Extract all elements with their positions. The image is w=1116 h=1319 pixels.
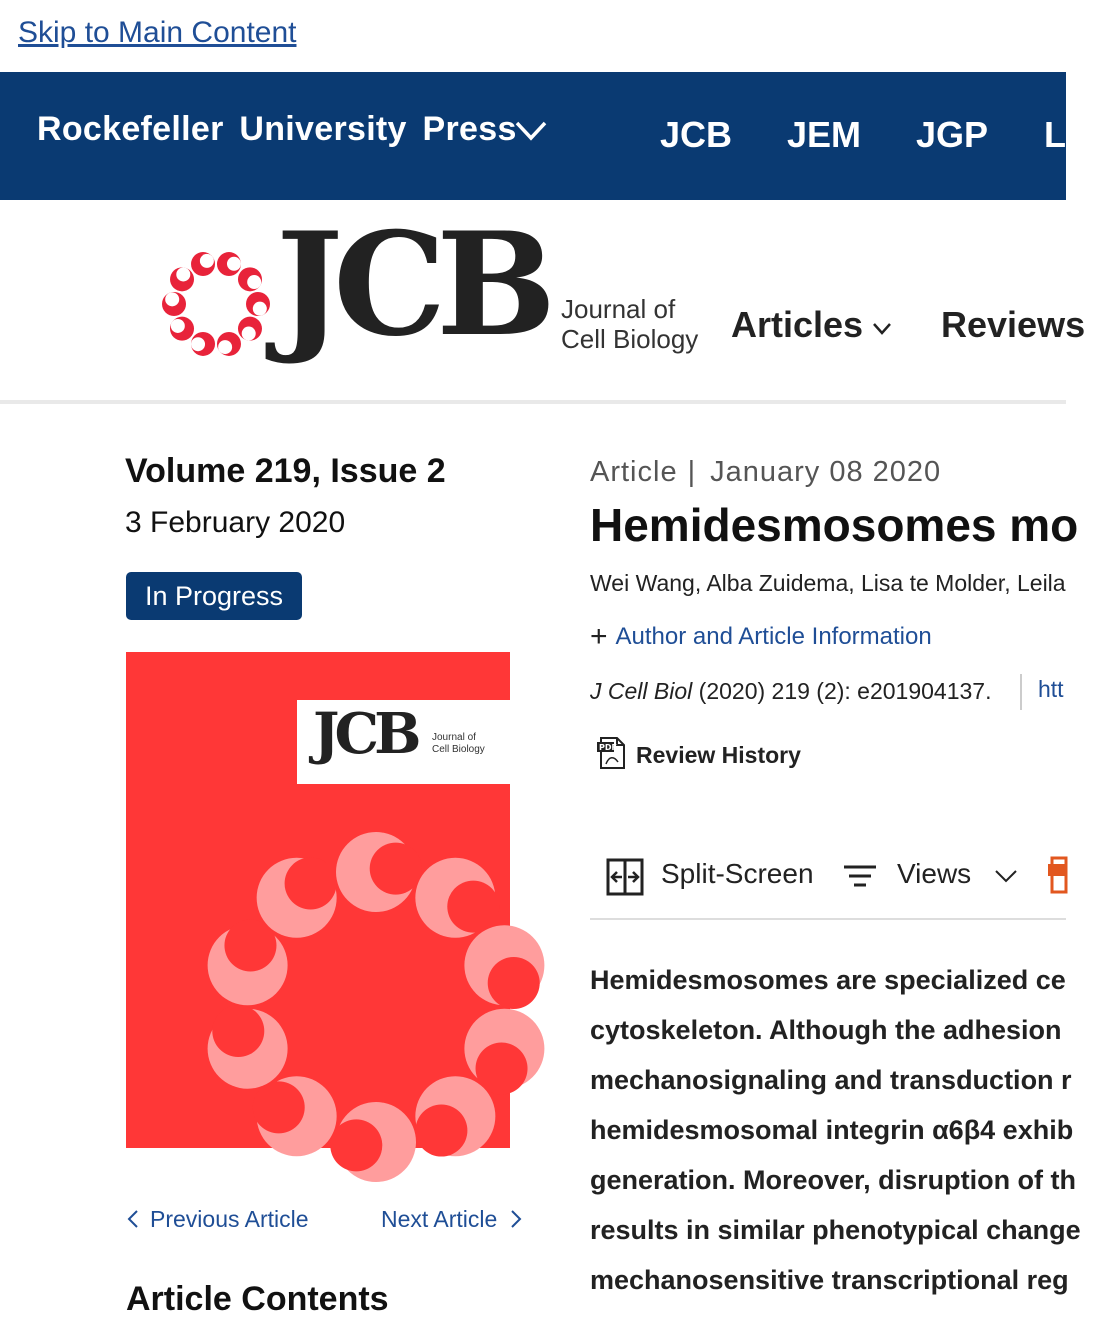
abstract-line: generation. Moreover, disruption of th: [590, 1165, 1077, 1195]
article-toolbar: [590, 846, 1066, 920]
views-button[interactable]: Views: [897, 858, 972, 889]
article-date: January 08 2020: [710, 456, 942, 488]
citation: [590, 678, 992, 705]
citation-journal: J Cell Biol: [590, 678, 693, 704]
journal-header: [0, 200, 1086, 404]
status-badge: In Progress: [126, 572, 302, 620]
abstract-line: Hemidesmosomes are specialized ce: [590, 965, 1066, 995]
logo-subtitle: [561, 294, 711, 354]
article-title: Hemidesmosomes mo: [590, 499, 1079, 551]
journal-link-jem[interactable]: JEM: [787, 114, 862, 155]
doi-link[interactable]: htt: [1038, 676, 1064, 702]
publisher-bar: [0, 72, 1116, 200]
chevron-right-icon: [509, 1209, 523, 1229]
issue-cover-image[interactable]: [126, 652, 510, 1148]
chevron-left-icon: [126, 1209, 140, 1229]
pdf-download-icon[interactable]: [1048, 854, 1066, 894]
skip-to-main-content-link[interactable]: Skip to Main Content: [18, 16, 297, 49]
cover-subtitle-line2: Cell Biology: [432, 744, 485, 755]
author-list[interactable]: Wei Wang, Alba Zuidema, Lisa te Molder, Leila: [590, 570, 1066, 596]
abstract-line: mechanosignaling and transduction r: [590, 1065, 1072, 1095]
citation-divider: [1020, 674, 1022, 710]
article-meta: [590, 456, 941, 489]
logo-subtitle-line1: Journal of: [561, 294, 676, 324]
article-type: Article: [590, 456, 678, 488]
publisher-brand[interactable]: Rockefeller University Press: [37, 110, 517, 148]
author-info-toggle[interactable]: [590, 620, 932, 654]
cover-subtitle-line1: Journal of: [432, 732, 476, 743]
nav-reviews[interactable]: Reviews: [941, 304, 1086, 345]
journal-link-lsa[interactable]: LSA: [1044, 114, 1116, 155]
issue-date: 3 February 2020: [125, 506, 346, 539]
abstract-line: cytoskeleton. Although the adhesion: [590, 1015, 1062, 1045]
chevron-down-icon[interactable]: [514, 120, 548, 142]
meta-separator: |: [687, 456, 697, 488]
nav-articles[interactable]: Articles: [731, 304, 864, 345]
split-screen-button[interactable]: Split-Screen: [661, 858, 814, 889]
review-history-label: Review History: [636, 742, 801, 768]
svg-text:PDF: PDF: [599, 743, 617, 752]
chevron-down-icon[interactable]: [994, 868, 1018, 884]
author-info-label: Author and Article Information: [615, 623, 932, 650]
next-article-label: Next Article: [381, 1206, 498, 1232]
abstract-line: results in similar phenotypical change: [590, 1215, 1081, 1245]
split-screen-icon[interactable]: [606, 858, 644, 896]
filter-lines-icon[interactable]: [842, 862, 878, 890]
cover-masthead: [297, 700, 510, 784]
journal-link-jgp[interactable]: JGP: [916, 114, 989, 155]
next-article-link[interactable]: [381, 1206, 523, 1233]
journal-link-jcb[interactable]: JCB: [660, 114, 733, 155]
chevron-down-icon[interactable]: [872, 322, 892, 336]
logo-subtitle-line2: Cell Biology: [561, 324, 699, 354]
cover-subtitle: [432, 732, 512, 756]
logo-wordmark[interactable]: JCB: [276, 202, 547, 368]
pdf-file-icon: [596, 736, 628, 770]
abstract: [590, 955, 1081, 1305]
issue-volume-title[interactable]: Volume 219, Issue 2: [125, 452, 446, 490]
abstract-line: mechanosensitive transcriptional reg: [590, 1265, 1069, 1295]
cover-wordmark: JCB: [313, 701, 417, 767]
abstract-line: hemidesmosomal integrin α6β4 exhib: [590, 1115, 1074, 1145]
previous-article-link[interactable]: [126, 1206, 309, 1233]
citation-details: (2020) 219 (2): e201904137.: [692, 678, 992, 704]
previous-article-label: Previous Article: [150, 1206, 309, 1232]
article-contents-heading: Article Contents: [126, 1280, 389, 1318]
plus-icon: +: [590, 620, 608, 653]
jcb-logo-icon[interactable]: [156, 244, 276, 364]
